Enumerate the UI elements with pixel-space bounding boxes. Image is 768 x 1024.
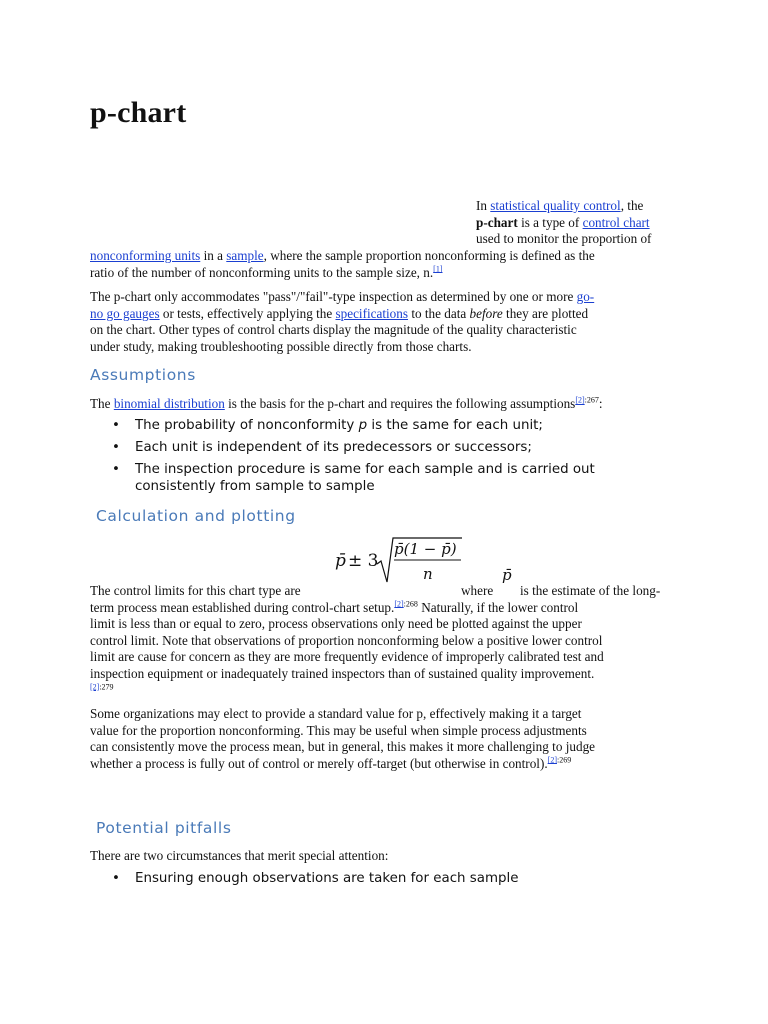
intro-paragraph: In statistical quality control, the p-chart is a type of control chart used to monitor the proportion of xyxy=(476,198,652,247)
list-item: • The inspection procedure is same for each sample and is carried out consistently from sample to sample xyxy=(90,461,650,495)
link-binomial-distribution[interactable]: binomial distribution xyxy=(113,396,225,411)
ref-2[interactable]: [2] xyxy=(547,755,557,765)
link-go-no-go-gauges-2[interactable]: no go gauges xyxy=(90,305,160,321)
calculation-heading: Calculation and plotting xyxy=(96,507,296,525)
assumptions-list xyxy=(90,417,650,500)
pitfalls-list xyxy=(90,870,650,892)
assumptions-heading: Assumptions xyxy=(90,366,196,384)
calc-paragraph-2: Some organizations may elect to provide a standard value for p, effectively making it a target value for the proportion nonconforming. This may be useful when simple process adjustments can consistently move the process mean, but in general, this makes it more challenging to judge whether a process is fully out of control or merely off-target (but otherwise in control).$^{[2]:269}$ xyxy=(90,706,596,771)
ref-1[interactable]: [1] xyxy=(433,264,443,274)
list-item: • The probability of nonconformity p is the same for each unit; xyxy=(90,417,650,434)
ref-2[interactable]: [2] xyxy=(394,599,404,609)
link-specifications[interactable]: specifications xyxy=(335,305,409,321)
intro-paragraph-cont: nonconforming units in a sample, where the sample proportion nonconforming is defined as the ratio of the number of nonconforming units to the sample size, n.[1] xyxy=(90,248,595,280)
list-item: • Ensuring enough observations are taken for each sample xyxy=(90,870,650,887)
link-sample[interactable]: sample xyxy=(226,248,264,263)
pitfalls-heading: Potential pitfalls xyxy=(96,819,232,837)
accommodation-paragraph: The p-chart only accommodates "pass"/"fail"-type inspection as determined by one or more go- no go gauges or tests, effectively applying the specifications to the data before they are plotted on the chart. Other types of control charts display the magnitude of the quality characteristic under study, making troubleshooting possible directly from those charts. xyxy=(90,289,595,354)
link-nonconforming-units[interactable]: nonconforming units xyxy=(90,248,201,263)
control-limits-formula: p̄ ± 3 p̄(1 − p̄) n xyxy=(335,534,465,586)
ref-2[interactable]: [2] xyxy=(575,395,585,405)
assumptions-intro: The binomial distribution is the basis for the p-chart and requires the following assumptions$^{[2]:267}$: xyxy=(90,395,603,411)
pitfalls-intro: There are two circumstances that merit special attention: xyxy=(90,848,389,863)
bold-term: p-chart xyxy=(476,214,518,230)
link-control-chart[interactable]: control chart xyxy=(582,214,650,230)
page-title: p-chart xyxy=(90,96,187,129)
link-go-no-go-gauges-1[interactable]: go- xyxy=(576,289,595,304)
list-item: • Each unit is independent of its predecessors or successors; xyxy=(90,439,650,456)
calc-paragraph-1: The control limits for this chart type are where p̄ is the estimate of the long- term process mean established during control-chart setup.$^{[2]:268}$ Naturally, if the lower control limit is less than or equal to zero, process observations only need be plotted against the upper control limit. Note that observations of proportion nonconforming below a positive lower control limit are cause for concern as they are more frequently evidence of improperly calibrated test and inspection equipment or inadequately trained inspectors than of sustained quality improvement. $^{[2]:279}$ xyxy=(90,566,661,692)
ref-2[interactable]: [2] xyxy=(90,682,100,692)
link-statistical-quality-control[interactable]: statistical quality control xyxy=(490,198,621,213)
